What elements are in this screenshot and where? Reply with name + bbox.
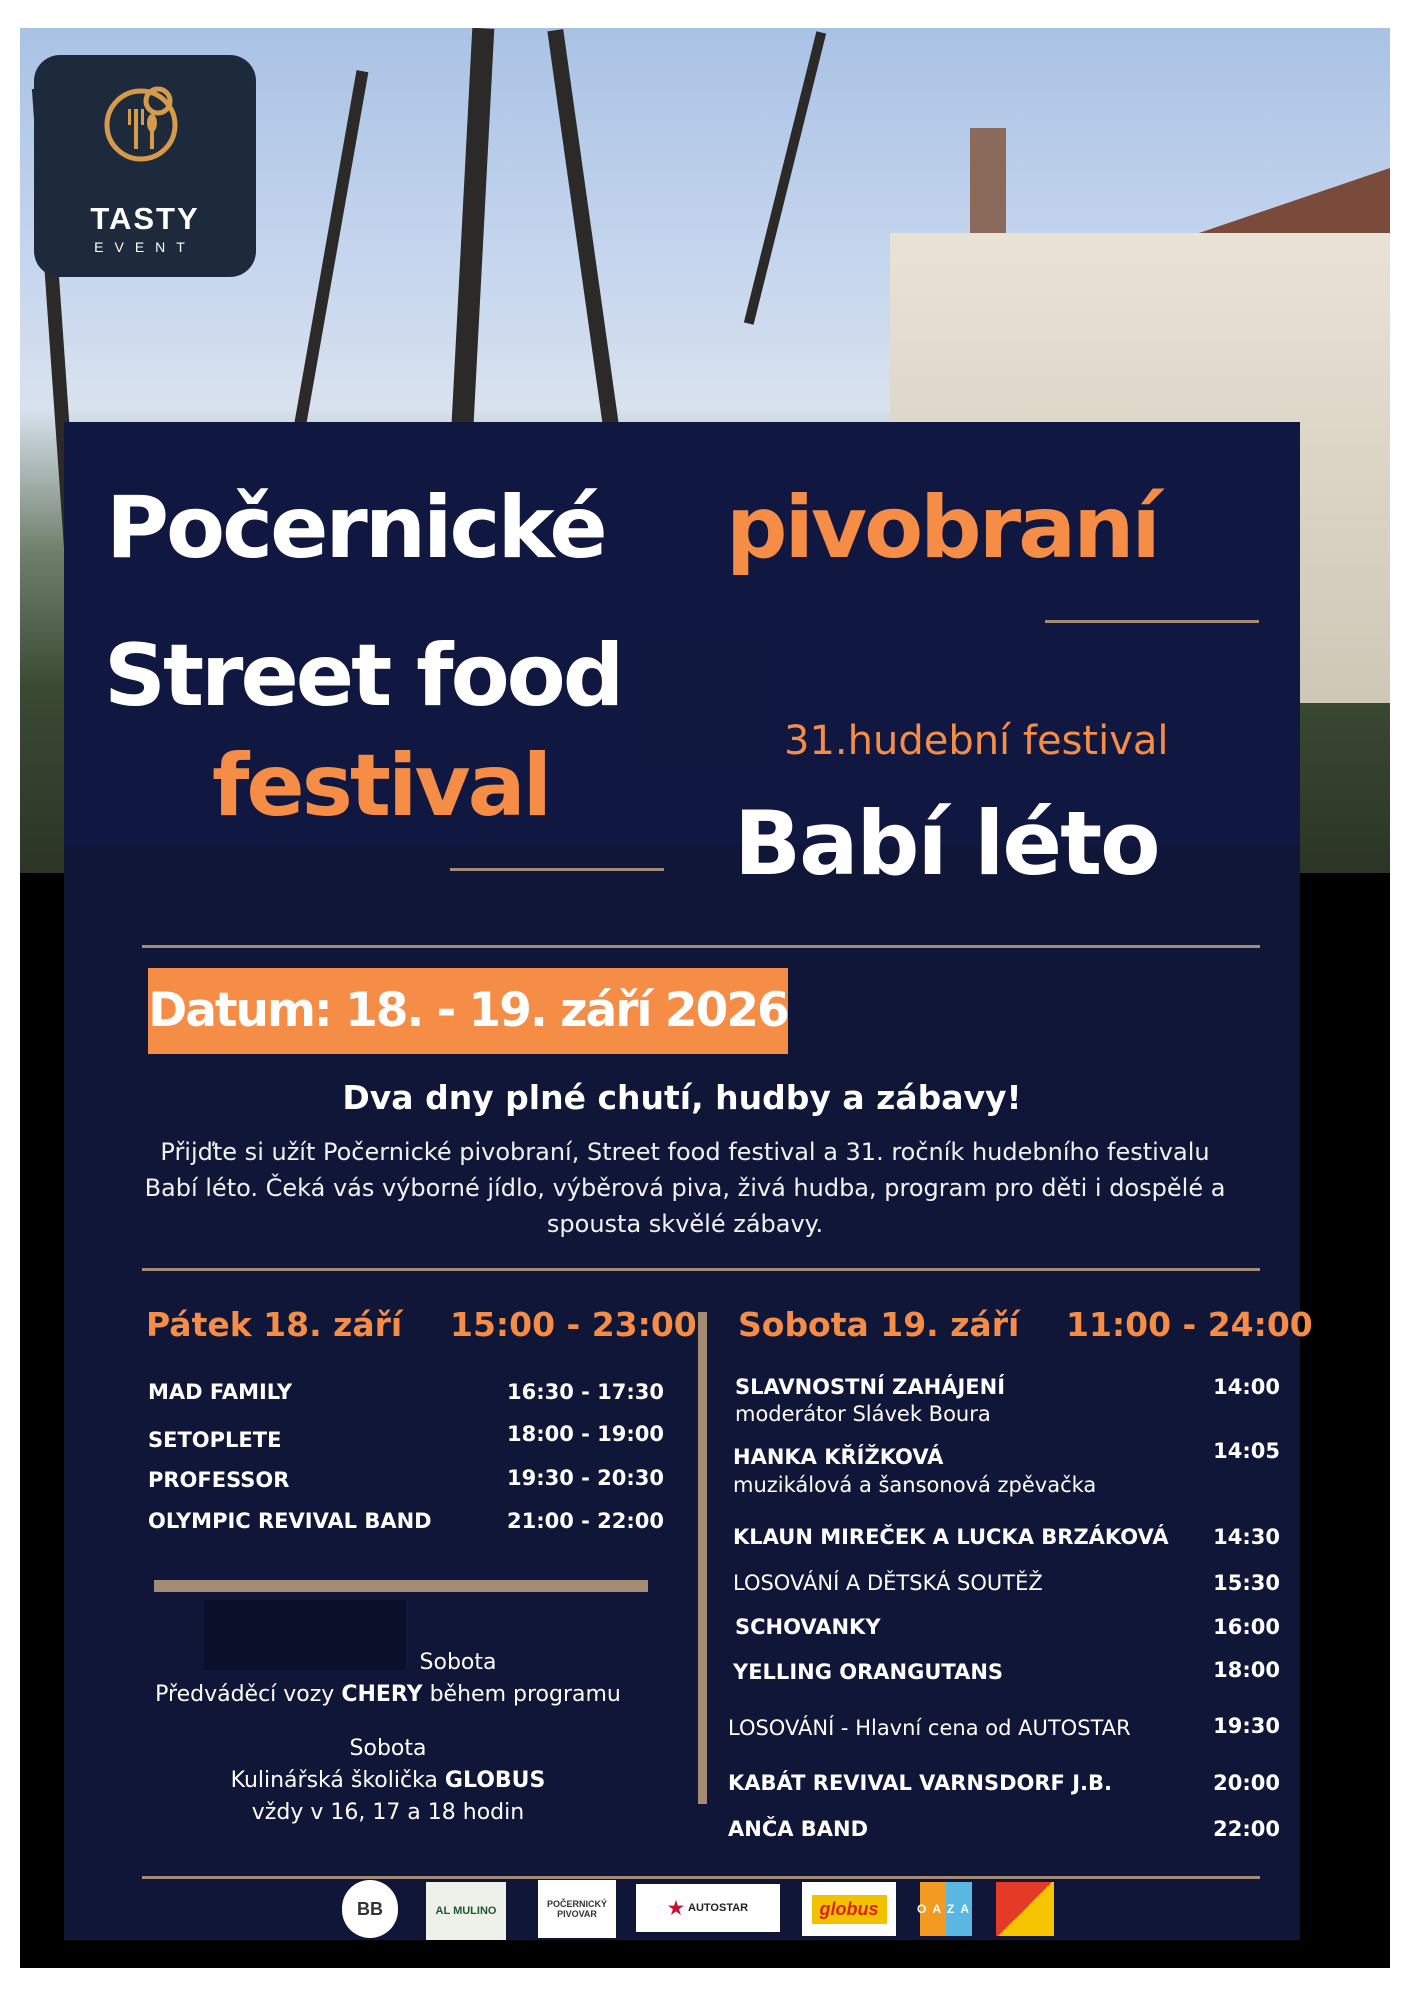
sponsor-name: BB xyxy=(357,1898,383,1919)
chery-day-label xyxy=(120,1650,656,1675)
sponsor-logo-autostar xyxy=(636,1884,780,1932)
friday-event-time: 18:00 - 19:00 xyxy=(506,1422,664,1446)
festival-name: Babí léto xyxy=(734,792,1159,895)
saturday-event: ANČA BAND xyxy=(728,1817,869,1841)
globus-brand: GLOBUS xyxy=(444,1768,546,1793)
intro-line: spousta skvělé zábavy. xyxy=(546,1210,824,1238)
globus-note xyxy=(120,1768,656,1793)
saturday-event-time: 19:30 xyxy=(1213,1714,1280,1738)
sponsor-logo-bb xyxy=(342,1880,398,1938)
saturday-event: KLAUN MIREČEK A LUCKA BRZÁKOVÁ xyxy=(733,1525,1169,1549)
section-bar xyxy=(154,1580,648,1592)
tasty-event-logo xyxy=(34,55,256,277)
sponsor-logo-globus xyxy=(802,1882,896,1936)
chery-note xyxy=(120,1682,656,1707)
headline-pivobrani: pivobraní xyxy=(726,478,1158,578)
sponsor-name: OAZA xyxy=(917,1902,975,1916)
sponsor-logo-oaza xyxy=(917,1882,975,1936)
friday-event-time: 19:30 - 20:30 xyxy=(506,1466,664,1490)
saturday-event: KABÁT REVIVAL VARNSDORF J.B. xyxy=(728,1771,1112,1795)
saturday-event: SCHOVANKY xyxy=(735,1615,881,1639)
festival-subtitle: 31.hudební festival xyxy=(784,718,1169,764)
saturday-event-sub: muzikálová a šansonová zpěvačka xyxy=(733,1473,1097,1497)
friday-event: PROFESSOR xyxy=(148,1468,290,1492)
sponsor-name: AUTOSTAR xyxy=(688,1902,749,1914)
friday-event: SETOPLETE xyxy=(148,1428,282,1452)
saturday-event: YELLING ORANGUTANS xyxy=(733,1660,1004,1684)
saturday-event-time: 15:30 xyxy=(1213,1571,1280,1595)
accent-rule xyxy=(450,868,664,871)
sponsor-logo-almulino xyxy=(426,1882,506,1940)
divider xyxy=(142,1268,1260,1271)
chery-text-end: během programu xyxy=(422,1682,621,1707)
friday-event-time: 16:30 - 17:30 xyxy=(506,1380,664,1404)
intro-line: Babí léto. Čeká vás výborné jídlo, výběrová piva, živá hudba, program pro děti i dospělé a xyxy=(144,1174,1226,1202)
saturday-event: HANKA KŘÍŽKOVÁ xyxy=(733,1445,944,1469)
sponsor-coat-of-arms-icon xyxy=(996,1882,1054,1936)
friday-event: OLYMPIC REVIVAL BAND xyxy=(148,1509,432,1533)
logo-text: TASTY xyxy=(90,201,200,236)
friday-day: Pátek 18. září xyxy=(146,1305,403,1344)
saturday-event: LOSOVÁNÍ A DĚTSKÁ SOUTĚŽ xyxy=(733,1571,1043,1595)
saturday-event-time: 22:00 xyxy=(1213,1817,1280,1841)
chery-text: Předváděcí vozy xyxy=(155,1682,342,1707)
saturday-hours: 11:00 - 24:00 xyxy=(1066,1305,1313,1344)
sponsor-name: AL MULINO xyxy=(435,1905,497,1917)
headline-pocernicke: Počernické xyxy=(106,478,605,578)
saturday-event-time: 16:00 xyxy=(1213,1615,1280,1639)
friday-event-time: 21:00 - 22:00 xyxy=(506,1509,664,1533)
date-badge xyxy=(148,968,788,1054)
globus-day: Sobota xyxy=(349,1736,427,1761)
divider xyxy=(142,1876,1260,1879)
intro-text xyxy=(130,1134,1240,1242)
saturday-event-time: 14:30 xyxy=(1213,1525,1280,1549)
headline-festival: festival xyxy=(212,736,550,836)
sponsor-name: POČERNICKÝ PIVOVAR xyxy=(546,1899,607,1919)
sponsor-name: globus xyxy=(812,1895,887,1924)
logo-subtext: EVENT xyxy=(94,239,196,255)
column-divider xyxy=(698,1312,707,1804)
saturday-event-time: 18:00 xyxy=(1213,1658,1280,1682)
fork-spoon-icon xyxy=(98,79,184,165)
star-icon: ★ xyxy=(667,1897,685,1918)
saturday-event-sub: moderátor Slávek Boura xyxy=(735,1402,991,1426)
saturday-event-time: 14:00 xyxy=(1213,1375,1280,1399)
divider xyxy=(142,945,1260,948)
date-text: Datum: 18. - 19. září 2026 xyxy=(148,983,788,1038)
saturday-day: Sobota 19. září xyxy=(738,1305,1020,1344)
tagline: Dva dny plné chutí, hudby a zábavy! xyxy=(342,1078,1022,1117)
globus-text: Kulinářská školička xyxy=(230,1768,445,1793)
accent-rule xyxy=(1045,620,1259,623)
chery-day: Sobota xyxy=(419,1650,497,1675)
headline-street-food: Street food xyxy=(104,626,622,726)
friday-hours: 15:00 - 23:00 xyxy=(450,1305,697,1344)
saturday-event-time: 14:05 xyxy=(1213,1439,1280,1463)
saturday-event: LOSOVÁNÍ - Hlavní cena od AUTOSTAR xyxy=(728,1716,1131,1740)
saturday-event-time: 20:00 xyxy=(1213,1771,1280,1795)
globus-times: vždy v 16, 17 a 18 hodin xyxy=(251,1800,525,1825)
chery-brand: CHERY xyxy=(341,1682,423,1707)
intro-line: Přijďte si užít Počernické pivobraní, Street food festival a 31. ročník hudebního festivalu xyxy=(160,1138,1210,1166)
friday-event: MAD FAMILY xyxy=(148,1380,293,1404)
saturday-event: SLAVNOSTNÍ ZAHÁJENÍ xyxy=(735,1375,1006,1399)
sponsor-logo-pivovar xyxy=(538,1880,616,1938)
